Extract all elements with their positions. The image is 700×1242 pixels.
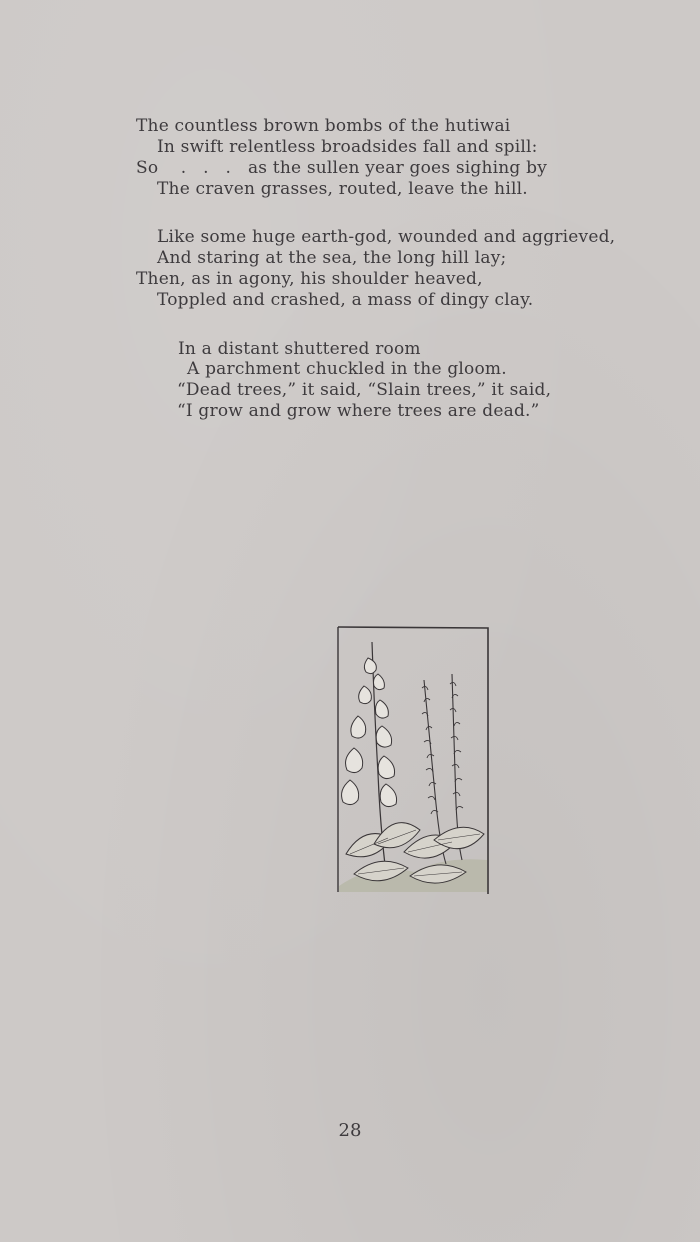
page-number: 28 (338, 1120, 362, 1141)
poem-line: The craven grasses, routed, leave the hill. (157, 179, 528, 199)
poem-line: In swift relentless broadsides fall and spill: (157, 137, 538, 157)
poem-line: “Dead trees,” it said, “Slain trees,” it said, (177, 380, 552, 400)
poem-line: A parchment chuckled in the gloom. (187, 359, 507, 379)
poem-line: And staring at the sea, the long hill lay; (157, 248, 507, 268)
foxglove-icon (334, 624, 490, 896)
poem-line: The countless brown bombs of the hutiwai (136, 116, 511, 136)
poem-line: So . . . as the sullen year goes sighing by (136, 158, 547, 178)
poem-line: “I grow and grow where trees are dead.” (177, 401, 540, 421)
poem-line: Then, as in agony, his shoulder heaved, (136, 269, 483, 289)
poem-line: In a distant shuttered room (178, 339, 421, 359)
poem-line: Like some huge earth-god, wounded and aggrieved, (157, 227, 616, 247)
poem-line: Toppled and crashed, a mass of dingy clay. (157, 290, 534, 310)
